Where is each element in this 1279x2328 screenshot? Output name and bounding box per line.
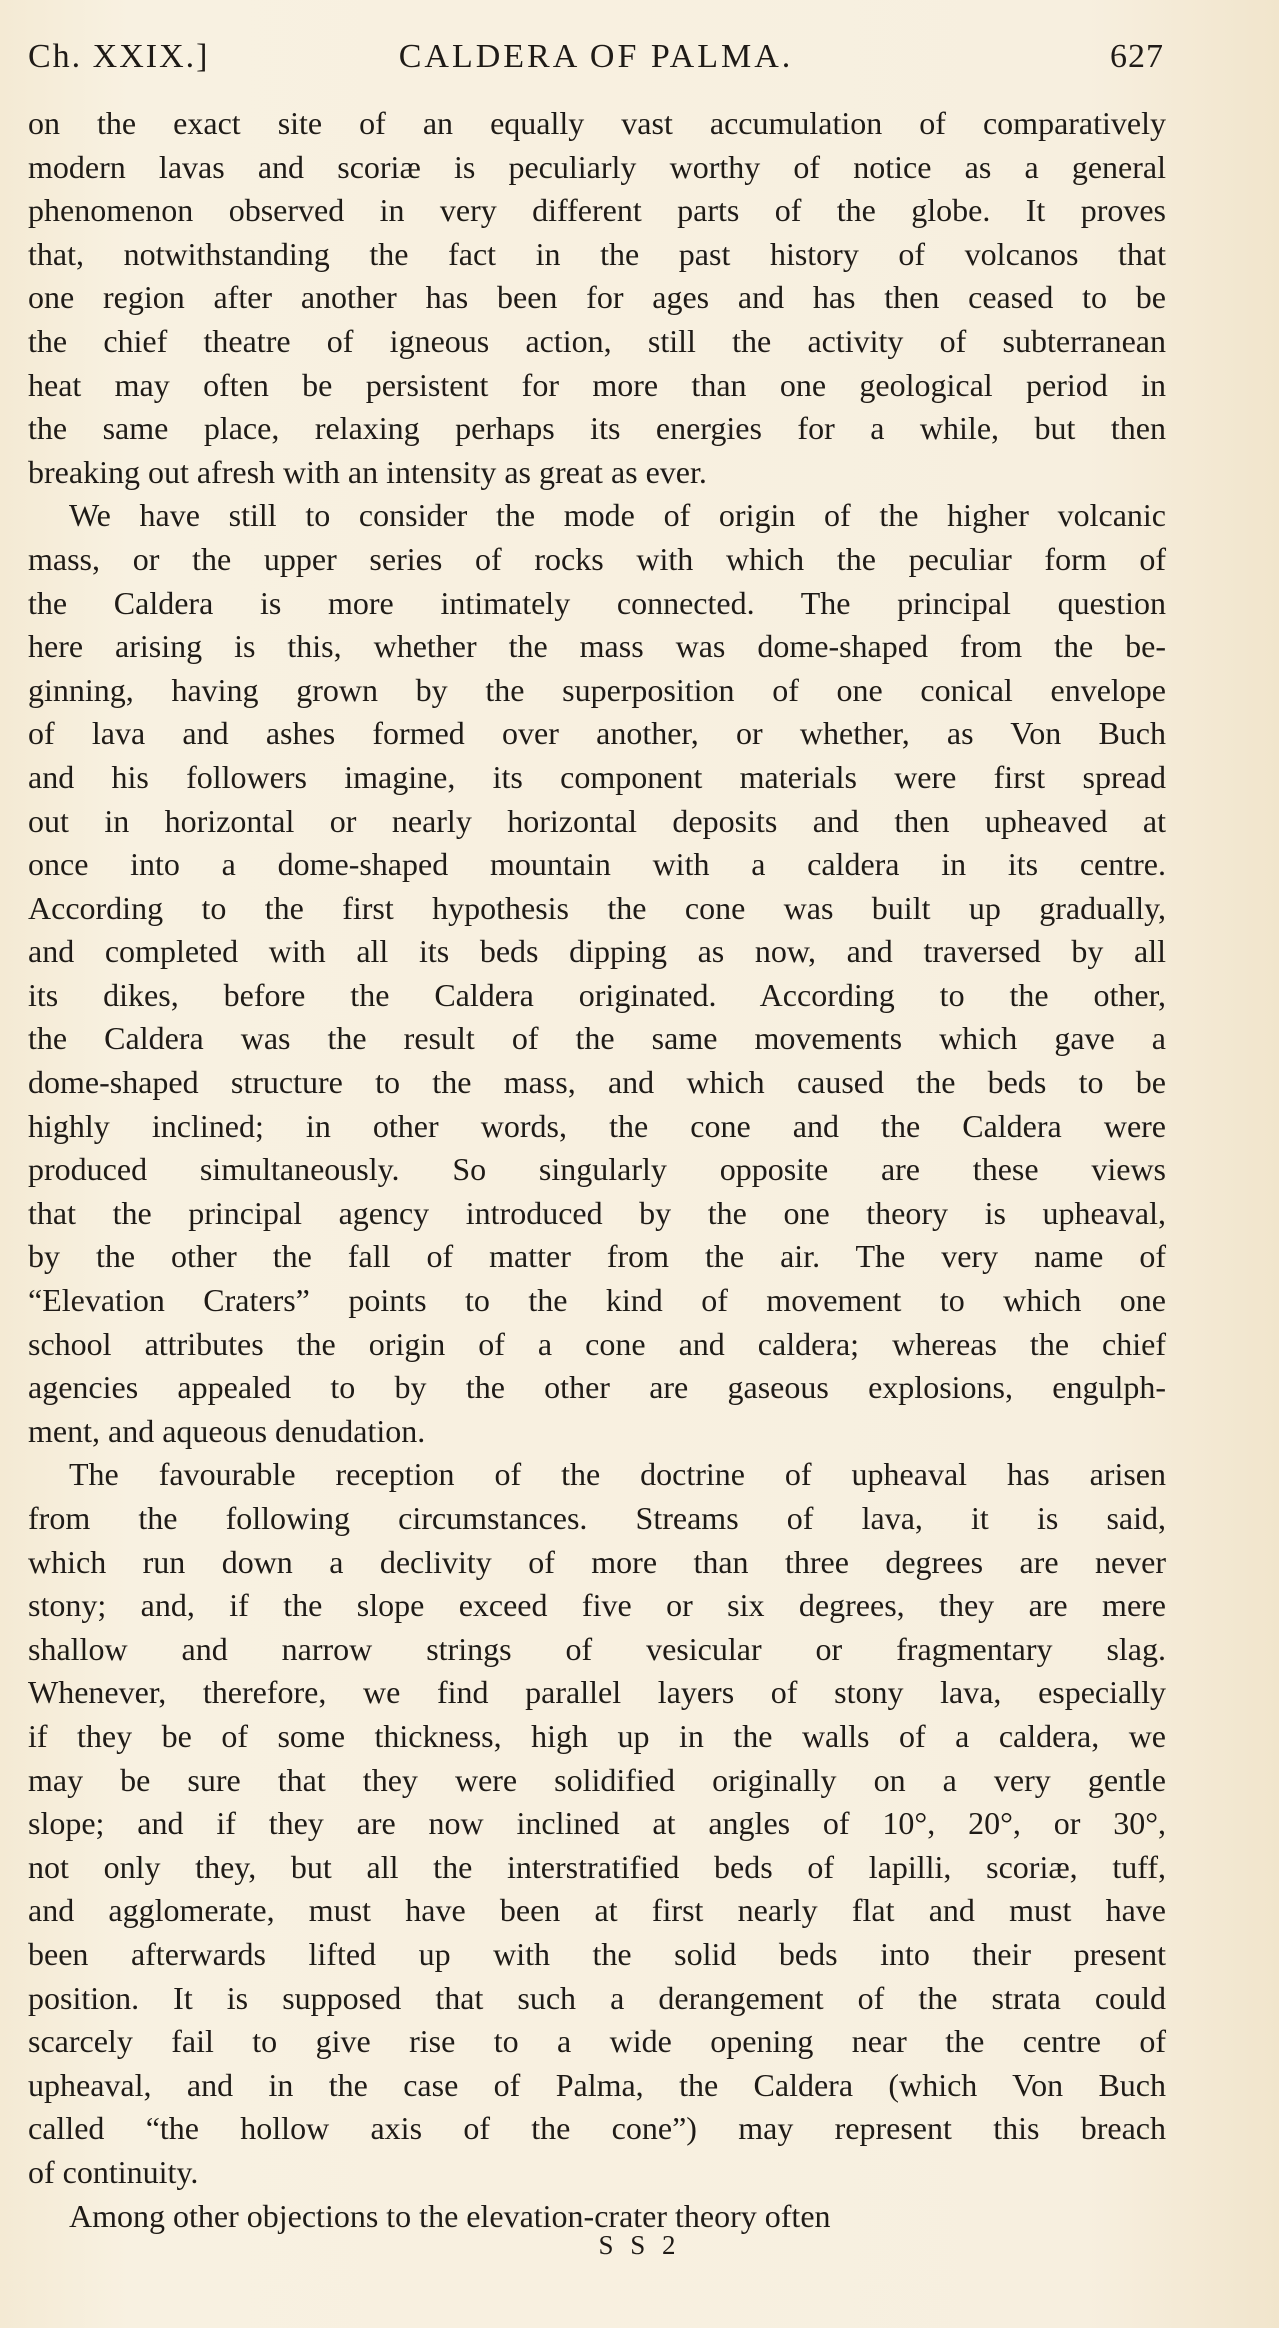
text-line: and agglomerate, must have been at first nearly flat and must have — [28, 1892, 1166, 1929]
text-line: heat may often be persistent for more than one geological period in — [28, 366, 1166, 403]
text-line: once into a dome-shaped mountain with a caldera in its centre. — [28, 846, 1166, 883]
text-line: if they be of some thickness, high up in the walls of a caldera, we — [28, 1717, 1166, 1754]
text-line: one region after another has been for ages and has then ceased to be — [28, 279, 1166, 316]
text-line: on the exact site of an equally vast accumulation of comparatively — [28, 105, 1166, 141]
text-line: shallow and narrow strings of vesicular or fragmentary slag. — [28, 1630, 1166, 1667]
text-line: may be sure that they were solidified originally on a very gentle — [28, 1761, 1166, 1798]
text-line: Among other objections to the elevation-crater theory often — [69, 2197, 831, 2234]
running-header — [28, 38, 1164, 88]
text-line: “Elevation Craters” points to the kind of movement to which one — [28, 1282, 1166, 1319]
text-line: of continuity. — [28, 2153, 199, 2190]
text-line: which run down a declivity of more than three degrees are never — [28, 1543, 1166, 1580]
text-line: We have still to consider the mode of origin of the higher volcanic — [69, 497, 1166, 534]
text-line: the same place, relaxing perhaps its energies for a while, but then — [28, 410, 1166, 447]
body-text — [28, 102, 1166, 2238]
text-line: by the other the fall of matter from the air. The very name of — [28, 1238, 1166, 1275]
text-line: of lava and ashes formed over another, or whether, as Von Buch — [28, 715, 1166, 752]
printer-signature-mark: S S 2 — [598, 2230, 681, 2260]
text-line: According to the first hypothesis the cone was built up gradually, — [28, 889, 1166, 926]
text-line: upheaval, and in the case of Palma, the Caldera (which Von Buch — [28, 2066, 1166, 2103]
text-line: school attributes the origin of a cone and caldera; whereas the chief — [28, 1325, 1166, 1362]
text-line: and his followers imagine, its component materials were first spread — [28, 758, 1166, 795]
text-line: produced simultaneously. So singularly opposite are these views — [28, 1151, 1166, 1188]
text-line: scarcely fail to give rise to a wide opening near the centre of — [28, 2023, 1166, 2060]
text-line: ginning, having grown by the superposition of one conical envelope — [28, 671, 1166, 708]
page-number: 627 — [1110, 38, 1164, 75]
text-line: position. It is supposed that such a derangement of the strata could — [28, 1979, 1166, 2016]
running-title: CALDERA OF PALMA. — [398, 38, 794, 75]
text-line: modern lavas and scoriæ is peculiarly worthy of notice as a general — [28, 148, 1166, 185]
text-line: ment, and aqueous denudation. — [28, 1412, 426, 1449]
text-line: not only they, but all the interstratified beds of lapilli, scoriæ, tuff, — [28, 1848, 1166, 1885]
text-line: breaking out afresh with an intensity as great as ever. — [28, 453, 707, 490]
chapter-reference: Ch. XXIX.] — [28, 38, 210, 75]
text-line: slope; and if they are now inclined at angles of 10°, 20°, or 30°, — [28, 1805, 1166, 1842]
text-line: the chief theatre of igneous action, still the activity of subterranean — [28, 322, 1166, 359]
paragraph — [28, 102, 1166, 494]
text-line: stony; and, if the slope exceed five or six degrees, they are mere — [28, 1587, 1166, 1624]
text-line: out in horizontal or nearly horizontal deposits and then upheaved at — [28, 802, 1166, 839]
text-line: and completed with all its beds dipping as now, and traversed by all — [28, 933, 1166, 970]
text-line: the Caldera was the result of the same movements which gave a — [28, 1020, 1166, 1057]
text-line: agencies appealed to by the other are gaseous explosions, engulph- — [28, 1369, 1166, 1406]
text-line: the Caldera is more intimately connected. The principal question — [28, 584, 1166, 621]
paragraph — [28, 494, 1166, 1453]
text-line: from the following circumstances. Streams of lava, it is said, — [28, 1500, 1166, 1536]
text-line: been afterwards lifted up with the solid beds into their present — [28, 1935, 1166, 1972]
text-line: its dikes, before the Caldera originated. According to the other, — [28, 976, 1166, 1013]
text-line: dome-shaped structure to the mass, and which caused the beds to be — [28, 1064, 1166, 1101]
text-line: here arising is this, whether the mass was dome-shaped from the be- — [28, 628, 1166, 665]
paragraph — [28, 1453, 1166, 2194]
text-line: Whenever, therefore, we find parallel layers of stony lava, especially — [28, 1674, 1166, 1711]
text-line: called “the hollow axis of the cone”) may represent this breach — [28, 2110, 1166, 2147]
text-line: The favourable reception of the doctrine of upheaval has arisen — [69, 1456, 1166, 1493]
text-line: phenomenon observed in very different parts of the globe. It proves — [28, 192, 1166, 229]
text-line: that, notwithstanding the fact in the past history of volcanos that — [28, 235, 1166, 272]
text-line: that the principal agency introduced by the one theory is upheaval, — [28, 1194, 1166, 1231]
text-line: mass, or the upper series of rocks with which the peculiar form of — [28, 540, 1166, 577]
text-line: highly inclined; in other words, the cone and the Caldera were — [28, 1107, 1166, 1144]
